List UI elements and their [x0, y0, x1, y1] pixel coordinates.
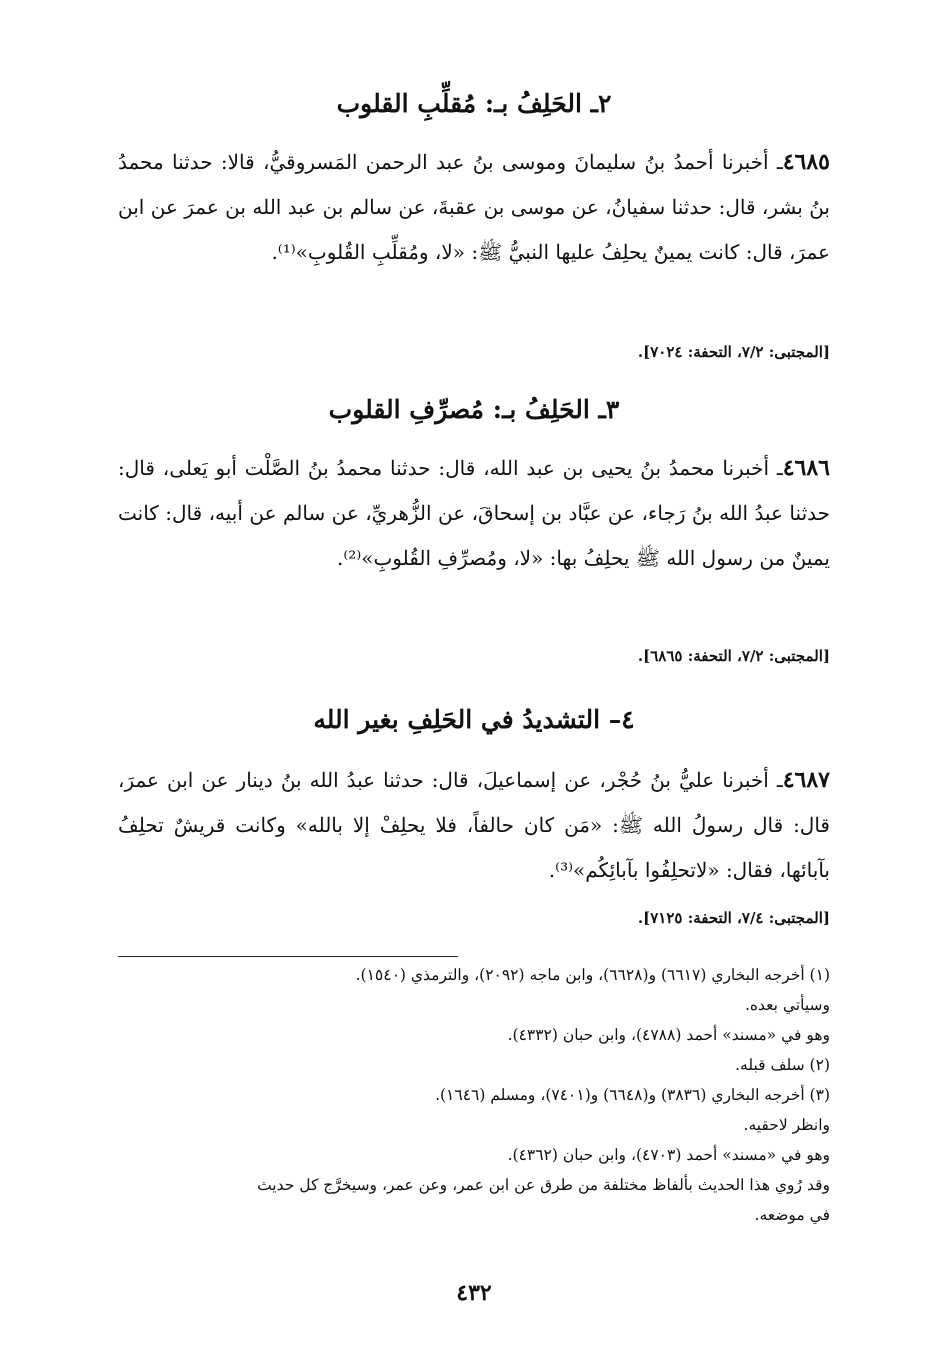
- hadith-text: [118, 446, 830, 581]
- footnote-rule: [118, 956, 458, 957]
- chapter-2: [118, 86, 830, 121]
- reference-4685: [118, 340, 830, 364]
- footnote-line: وقد رُوي هذا الحديث بألفاظ مختلفة من طرق عن ابن عمر، وعن عمر، وسيخرَّج كل حديث: [257, 1176, 830, 1194]
- footnote-line: وسيأتي بعده.: [744, 996, 830, 1014]
- hadith-4685: [118, 140, 830, 275]
- hadith-text: [118, 758, 830, 893]
- reference-4687: [118, 906, 830, 930]
- chapter-heading: ٣ـ الحَلِفُ بـ: مُصرِّفِ القلوب: [328, 395, 620, 424]
- chapter-3: [118, 392, 830, 427]
- footnote-line: (٢) سلف قبله.: [735, 1056, 830, 1074]
- footnote-line: وهو في «مسند» أحمد (٤٧٠٣)، وابن حبان (٤٣٦٢).: [507, 1146, 830, 1164]
- footnote-line: في موضعه.: [754, 1206, 830, 1224]
- hadith-number: ٤٦٨٦: [782, 455, 830, 481]
- hadith-4686: [118, 446, 830, 581]
- hadith-number: ٤٦٨٧: [782, 767, 830, 793]
- footnotes: [118, 960, 830, 1230]
- hadith-text: [118, 140, 830, 275]
- footnote-line: (٣) أخرجه البخاري (٣٨٣٦) و(٦٦٤٨) و(٧٤٠١)، ومسلم (١٦٤٦).: [435, 1086, 830, 1104]
- page-number: ٤٣٢: [456, 1280, 492, 1306]
- hadith-4687: [118, 758, 830, 893]
- reference-line: [المجتبى: ٧/٤، التحفة: ٧١٢٥].: [637, 909, 830, 927]
- footnote-line: (١) أخرجه البخاري (٦٦١٧) و(٦٦٢٨)، وابن ماجه (٢٠٩٢)، والترمذي (١٥٤٠).: [355, 966, 830, 984]
- footnote-line: وهو في «مسند» أحمد (٤٧٨٨)، وابن حبان (٤٣٣٢).: [507, 1026, 830, 1044]
- chapter-heading: ٤– التشديدُ في الحَلِفِ بغير الله: [313, 705, 635, 734]
- reference-line: [المجتبى: ٧/٢، التحفة: ٧٠٢٤].: [637, 343, 830, 361]
- chapter-4: [118, 702, 830, 737]
- reference-line: [المجتبى: ٧/٢، التحفة: ٦٨٦٥].: [637, 647, 830, 665]
- footnote-line: وانظر لاحقيه.: [743, 1116, 830, 1134]
- hadith-number: ٤٦٨٥: [782, 149, 830, 175]
- chapter-heading: ٢ـ الحَلِفُ بـ: مُقلِّبِ القلوب: [336, 89, 612, 118]
- hadith-body: ـ أخبرنا محمدُ بنُ يحيى بن عبد الله، قال: حدثنا محمدُ بنُ الصَّلْت أبو يَعلى، قال: حدثنا عبدُ الله بنُ رَجاء، عن عبَّاد بن إسحاقَ، عن الزُّهريِّ، عن سالم عن أبيه، قال: كانت يمينٌ من رسول الله ﷺ يحلِفُ بها: «لا، ومُصرِّفِ القُلوبِ»⁽²⁾.: [118, 456, 830, 570]
- hadith-body: ـ أخبرنا عليُّ بنُ حُجْر، عن إسماعيلَ، قال: حدثنا عبدُ الله بنُ دينار عن ابن عمرَ، قال: قال رسولُ الله ﷺ: «مَن كان حالفاً، فلا يحلِفْ إلا بالله» وكانت قريشٌ تحلِفُ بآبائها، فقال: «لاتحلِفُوا بآبائِكُم»⁽³⁾.: [118, 768, 830, 882]
- hadith-body: ـ أخبرنا أحمدُ بنُ سليمانَ وموسى بنُ عبد الرحمن المَسروقيُّ، قالا: حدثنا محمدُ بنُ بشر، قال: حدثنا سفيانُ، عن موسى بن عقبةَ، عن سالم بن عبد الله بن عمرَ عن ابن عمرَ، قال: كانت يمينٌ يحلِفُ عليها النبيُّ ﷺ: «لا، ومُقلِّبِ القُلوبِ»⁽¹⁾.: [118, 150, 830, 264]
- reference-4686: [118, 644, 830, 668]
